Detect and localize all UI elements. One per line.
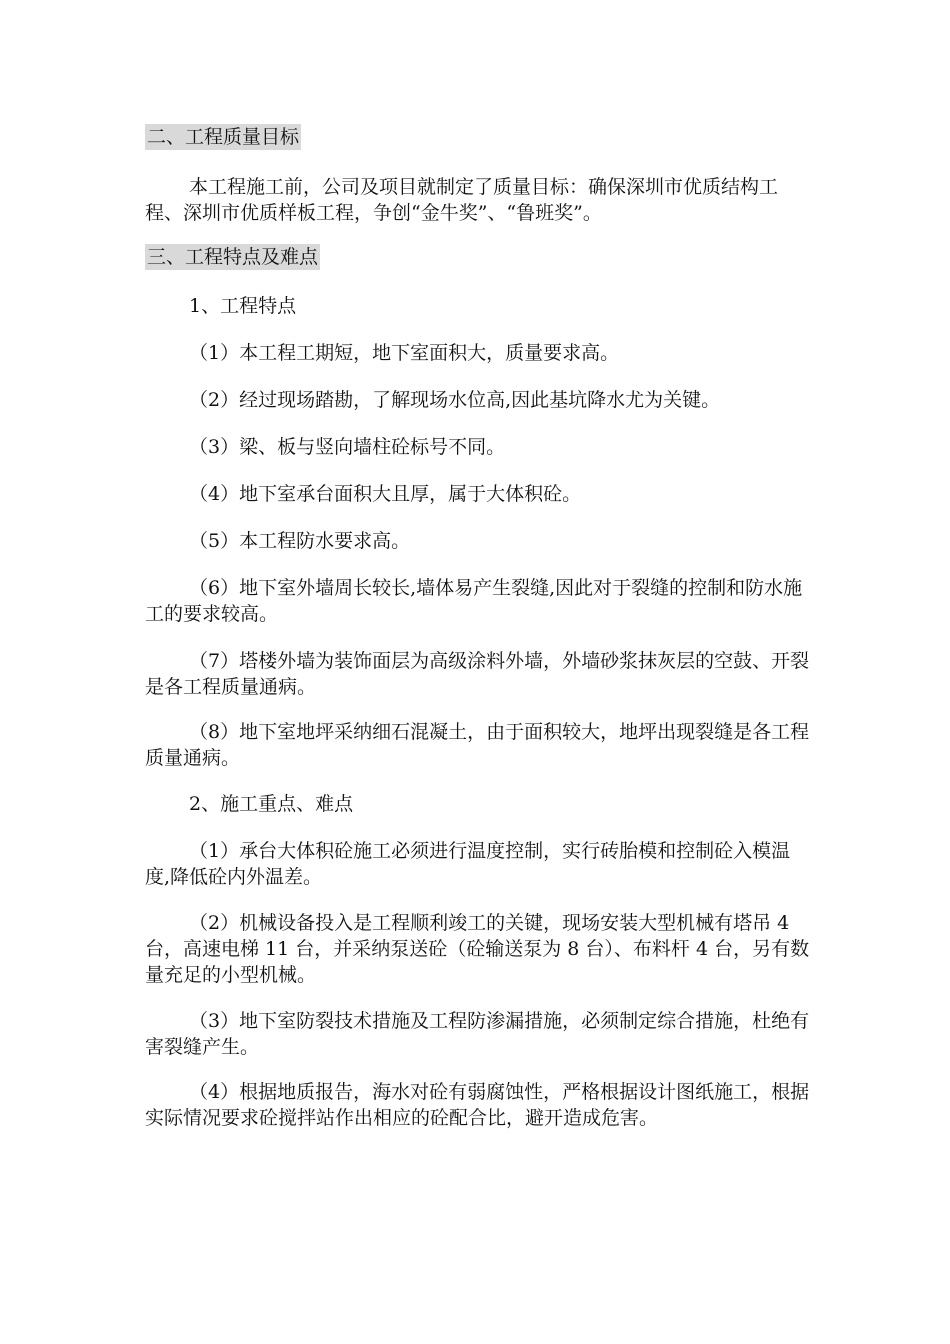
- feature-item-3: （3）梁、板与竖向墙柱砼标号不同。: [189, 436, 506, 458]
- section-2-heading-block: [145, 124, 810, 150]
- feature-item-6: （6）地下室外墙周长较长,墙体易产生裂缝,因此对于裂缝的控制和防水施工的要求较高。: [145, 577, 803, 625]
- section-3-heading: 三、工程特点及难点: [147, 246, 319, 268]
- feature-item-5: （5）本工程防水要求高。: [189, 530, 411, 552]
- feature-item-7: （7）塔楼外墙为装饰面层为高级涂料外墙，外墙砂浆抹灰层的空鼓、开裂是各工程质量通病。: [145, 650, 810, 698]
- difficulty-item-4: （4）根据地质报告，海水对砼有弱腐蚀性，严格根据设计图纸施工，根据实际情况要求砼搅拌站作出相应的砼配合比，避开造成危害。: [145, 1081, 810, 1129]
- feature-item-1: （1）本工程工期短，地下室面积大，质量要求高。: [189, 342, 620, 364]
- difficulty-item-1: （1）承台大体积砼施工必须进行温度控制，实行砖胎模和控制砼入模温度,降低砼内外温差。: [145, 840, 791, 888]
- feature-item-4: （4）地下室承台面积大且厚，属于大体积砼。: [189, 483, 582, 505]
- difficulties-subheading: 2、施工重点、难点: [189, 793, 354, 815]
- quality-goal-paragraph: 本工程施工前，公司及项目就制定了质量目标：确保深圳市优质结构工程、深圳市优质样板工程，争创“金牛奖”、“鲁班奖”。: [145, 176, 779, 224]
- feature-item-2: （2）经过现场踏勘，了解现场水位高,因此基坑降水尤为关键。: [189, 389, 721, 411]
- feature-item-8: （8）地下室地坪采纳细石混凝土，由于面积较大，地坪出现裂缝是各工程质量通病。: [145, 721, 810, 769]
- features-subheading: 1、工程特点: [189, 295, 297, 317]
- section-3-heading-block: [145, 244, 810, 270]
- difficulty-item-2: （2）机械设备投入是工程顺利竣工的关键，现场安装大型机械有塔吊 4 台，高速电梯 11 台，并采纳泵送砼（砼输送泵为 8 台）、布料杆 4 台，另有数量充足的小型机械。: [145, 912, 810, 986]
- section-2-heading: 二、工程质量目标: [147, 126, 300, 148]
- difficulty-item-3: （3）地下室防裂技术措施及工程防渗漏措施，必须制定综合措施，杜绝有害裂缝产生。: [145, 1010, 810, 1058]
